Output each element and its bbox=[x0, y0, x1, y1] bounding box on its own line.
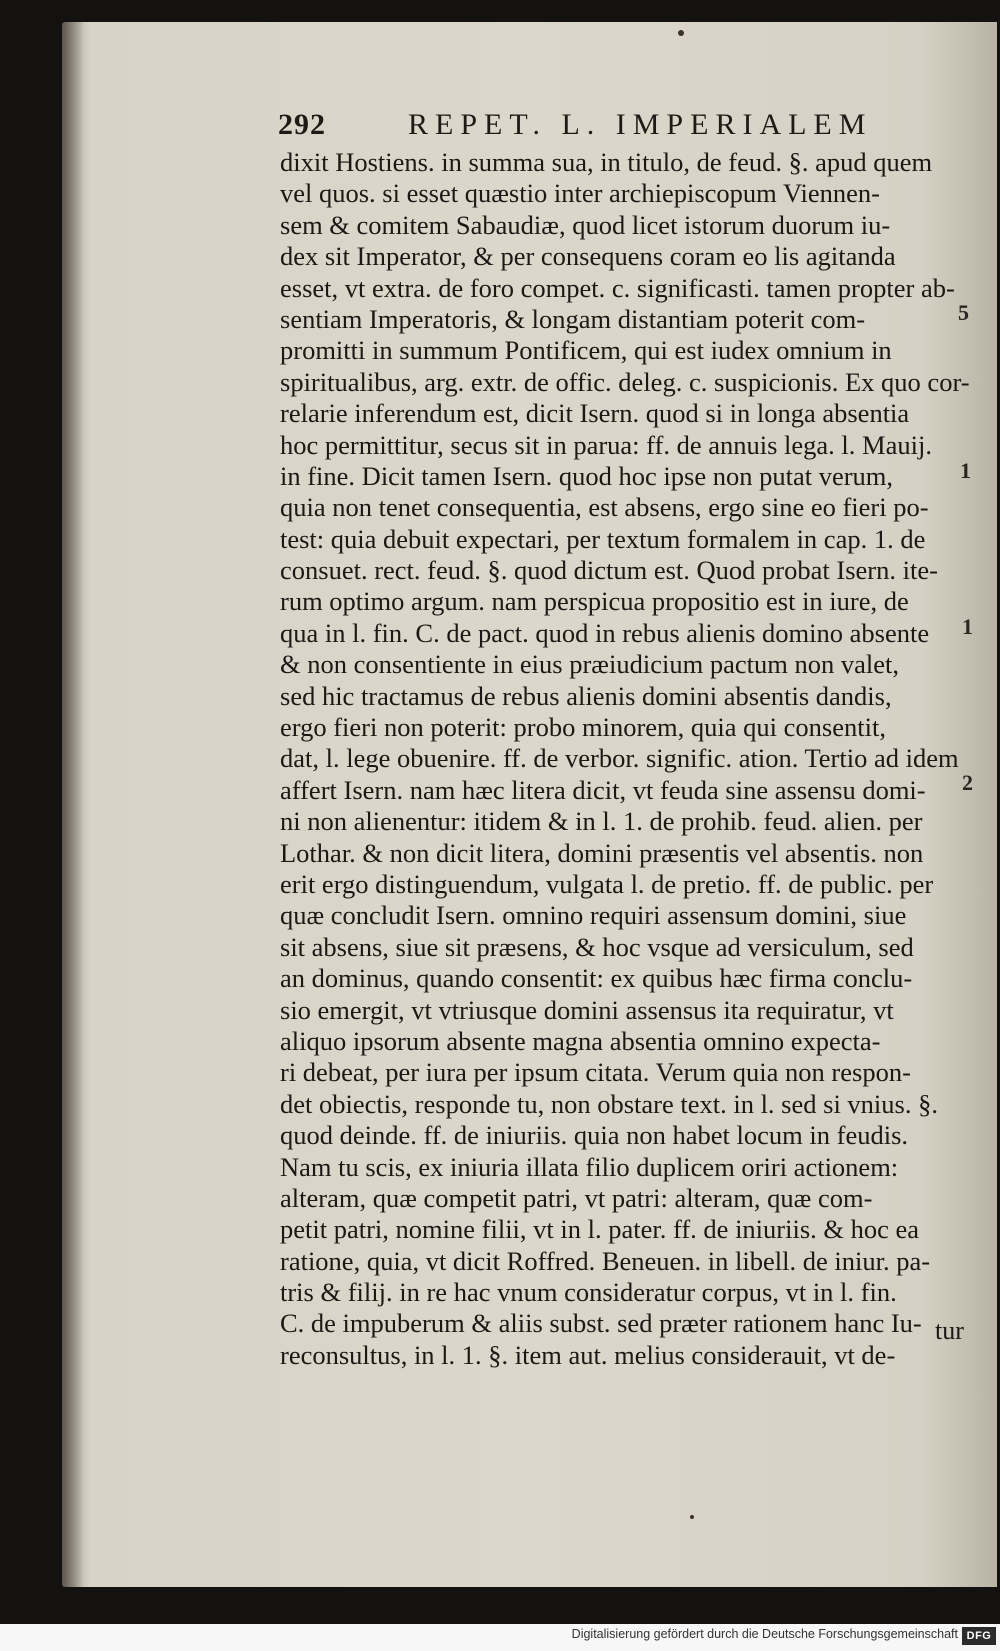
text-line: alteram, quæ competit patri, vt patri: alteram, quæ com- bbox=[280, 1182, 873, 1213]
text-line: reconsultus, in l. 1. §. item aut. melius considerauit, vt de- bbox=[280, 1339, 896, 1370]
text-line: esset, vt extra. de foro compet. c. significasti. tamen propter ab- bbox=[280, 272, 955, 303]
text-line: sed hic tractamus de rebus alienis domini absentis dandis, bbox=[280, 680, 892, 711]
text-line: test: quia debuit expectari, per textum formalem in cap. 1. de bbox=[280, 523, 926, 554]
text-line: ergo fieri non poterit: probo minorem, quia qui consentit, bbox=[280, 712, 886, 743]
text-line: rum optimo argum. nam perspicua propositio est in iure, de bbox=[280, 586, 909, 617]
text-line: erit ergo distinguendum, vulgata l. de pretio. ff. de public. per bbox=[280, 868, 934, 899]
margin-number: 1 bbox=[960, 458, 971, 483]
text-line: relarie inferendum est, dicit Isern. quod si in longa absentia bbox=[280, 398, 910, 429]
text-line: ri debeat, per iura per ipsum citata. Verum quia non respon- bbox=[280, 1057, 911, 1088]
text-line: petit patri, nomine filii, vt in l. pater. ff. de iniuriis. & hoc ea bbox=[280, 1214, 920, 1245]
text-line: in fine. Dicit tamen Isern. quod hoc ipse non putat verum, bbox=[280, 460, 894, 491]
text-line: consuet. rect. feud. §. quod dictum est. Quod probat Isern. ite- bbox=[280, 555, 938, 586]
margin-number: 5 bbox=[958, 300, 969, 325]
page-gutter-shadow bbox=[62, 22, 84, 1587]
text-line: sentiam Imperatoris, & longam distantiam poterit com- bbox=[280, 303, 866, 334]
running-head: REPET. L. IMPERIALEM bbox=[408, 108, 873, 141]
text-line: sio emergit, vt vtriusque domini assensus ita requiratur, vt bbox=[280, 994, 894, 1025]
text-line: quod deinde. ff. de iniuriis. quia non habet locum in feudis. bbox=[280, 1120, 909, 1151]
text-line: quia non tenet consequentia, est absens, ergo sine eo fieri po- bbox=[280, 492, 929, 523]
ink-spot bbox=[690, 1515, 694, 1519]
digitization-footer bbox=[0, 1624, 1000, 1651]
text-line: ratione, quia, vt dicit Roffred. Beneuen. in libell. de iniur. pa- bbox=[280, 1245, 931, 1276]
funding-credit: Digitalisierung gefördert durch die Deutsche Forschungsgemeinschaft bbox=[571, 1627, 958, 1641]
text-line: dat, l. lege obuenire. ff. de verbor. signific. ation. Tertio ad idem bbox=[280, 743, 959, 774]
text-line: affert Isern. nam hæc litera dicit, vt feuda sine assensu domi- bbox=[280, 774, 926, 805]
text-line: tris & filij. in re hac vnum consideratur corpus, vt in l. fin. bbox=[280, 1277, 897, 1308]
text-line: quæ concludit Isern. omnino requiri assensum domini, siue bbox=[280, 900, 907, 931]
page-number: 292 bbox=[278, 108, 326, 141]
text-line: vel quos. si esset quæstio inter archiepiscopum Viennen- bbox=[280, 178, 880, 209]
ink-spot bbox=[678, 30, 684, 36]
text-line: qua in l. fin. C. de pact. quod in rebus alienis domino absente bbox=[280, 617, 930, 648]
text-line: an dominus, quando consentit: ex quibus hæc firma conclu- bbox=[280, 963, 913, 994]
dfg-logo: DFG bbox=[962, 1627, 996, 1645]
text-line: hoc permittitur, secus sit in parua: ff. de annuis lega. l. Mauij. bbox=[280, 429, 932, 460]
margin-number: 1 bbox=[962, 614, 973, 639]
text-line: ni non alienentur: itidem & in l. 1. de prohib. feud. alien. per bbox=[280, 806, 923, 837]
text-line: aliquo ipsorum absente magna absentia omnino expecta- bbox=[280, 1025, 881, 1056]
body-text bbox=[280, 147, 975, 1371]
text-line: Lothar. & non dicit litera, domini præsentis vel absentis. non bbox=[280, 837, 924, 868]
text-line: sem & comitem Sabaudiæ, quod licet istorum duorum iu- bbox=[280, 209, 891, 240]
margin-number: 2 bbox=[962, 770, 973, 795]
text-line: & non consentiente in eius præiudicium pactum non valet, bbox=[280, 649, 899, 680]
text-line: dex sit Imperator, & per consequens coram eo lis agitanda bbox=[280, 241, 896, 272]
catchword: tur bbox=[935, 1316, 964, 1345]
text-line: Nam tu scis, ex iniuria illata filio duplicem oriri actionem: bbox=[280, 1151, 899, 1182]
text-line: sit absens, siue sit præsens, & hoc vsque ad versiculum, sed bbox=[280, 931, 914, 962]
text-line: spiritualibus, arg. extr. de offic. deleg. c. suspicionis. Ex quo cor- bbox=[280, 366, 970, 397]
text-line: promitti in summum Pontificem, qui est iudex omnium in bbox=[280, 335, 892, 366]
text-line: dixit Hostiens. in summa sua, in titulo, de feud. §. apud quem bbox=[280, 147, 933, 177]
page-header bbox=[278, 100, 898, 150]
text-line: det obiectis, responde tu, non obstare text. in l. sed si vnius. §. bbox=[280, 1088, 938, 1119]
text-line: C. de impuberum & aliis subst. sed præter rationem hanc Iu- bbox=[280, 1308, 922, 1339]
